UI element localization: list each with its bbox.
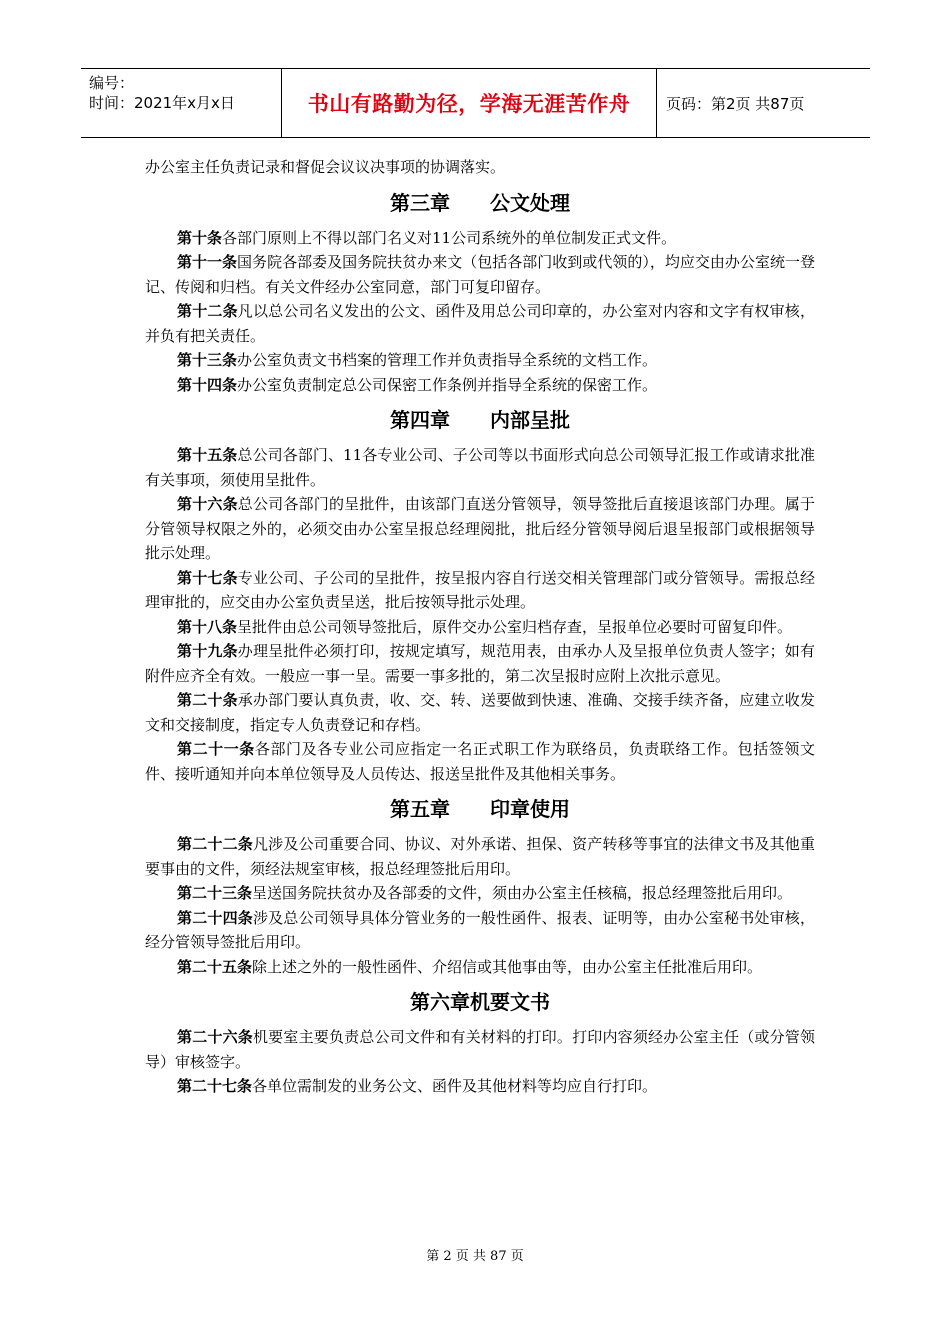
article-text: 除上述之外的一般性函件、介绍信或其他事由等，由办公室主任批准后用印。 (252, 957, 763, 976)
article-paragraph (145, 881, 815, 906)
header-page-info: 页码：第2页 共87页 (666, 94, 805, 113)
article-text: 承办部门要认真负责，收、交、转、送要做到快速、准确、交接手续齐备，应建立收发文和交接制度，指定专人负责登记和存档。 (145, 691, 815, 734)
document-date-label: 时间：2021年x月x日 (89, 94, 235, 112)
article-text: 办公室负责制定总公司保密工作条例并指导全系统的保密工作。 (237, 375, 658, 394)
article-label: 第二十四条 (177, 908, 253, 927)
article-text: 呈批件由总公司领导签批后，原件交办公室归档存查，呈报单位必要时可留复印件。 (237, 617, 793, 636)
article-label: 第十四条 (177, 375, 238, 394)
article-paragraph (145, 1074, 815, 1099)
chapter-heading: 第六章机要文书 (410, 990, 550, 1014)
chapter-heading: 第三章 公文处理 (390, 190, 570, 215)
article-paragraph (145, 299, 815, 348)
article-paragraph (145, 955, 815, 980)
page-footer: 第 2 页 共 87 页 (426, 1249, 524, 1264)
article-text: 机要室主要负责总公司文件和有关材料的打印。打印内容须经办公室主任（或分管领导）审核签字。 (145, 1028, 815, 1071)
chapter-heading: 第四章 内部呈批 (390, 408, 570, 432)
article-label: 第二十五条 (177, 957, 253, 976)
article-paragraph (145, 348, 815, 373)
article-label: 第二十二条 (177, 835, 253, 853)
article-text: 总公司各部门、11各专业公司、子公司等以书面形式向总公司领导汇报工作或请求批准有关事项，须使用呈批件。 (145, 446, 815, 489)
header-meta (81, 69, 282, 137)
article-paragraph (145, 1025, 815, 1074)
article-paragraph (145, 373, 815, 398)
article-text: 凡以总公司名义发出的公文、函件及用总公司印章的，办公室对内容和文字有权审核，并负有把关责任。 (145, 302, 815, 345)
header-motto: 书山有路勤为径，学海无涯苦作舟 (282, 69, 657, 137)
article-paragraph (145, 226, 815, 251)
article-text: 涉及总公司领导具体分管业务的一般性函件、报表、证明等，由办公室秘书处审核，经分管领导签批后用印。 (145, 908, 815, 951)
article-label: 第二十一条 (177, 740, 255, 758)
article-label: 第十三条 (177, 351, 238, 369)
intro-paragraph: 办公室主任负责记录和督促会议议决事项的协调落实。 (145, 158, 506, 176)
article-text: 各部门及各专业公司应指定一名正式职工作为联络员，负责联络工作。包括签领文件、接听通知并向本单位领导及人员传达、报送呈批件及其他相关事务。 (145, 740, 815, 783)
article-label: 第十九条 (177, 642, 238, 660)
article-label: 第二十七条 (177, 1077, 253, 1095)
article-label: 第十条 (177, 228, 223, 247)
article-label: 第二十条 (177, 691, 238, 709)
article-paragraph (145, 615, 815, 640)
chapter-heading: 第五章 印章使用 (390, 797, 570, 821)
article-text: 专业公司、子公司的呈批件，按呈报内容自行送交相关管理部门或分管领导。需报总经理审批的，应交由办公室负责呈送，批后按领导批示处理。 (145, 568, 815, 611)
article-paragraph (145, 832, 815, 881)
article-label: 第十五条 (177, 446, 238, 464)
article-paragraph (145, 906, 815, 955)
article-label: 第十二条 (177, 302, 238, 320)
article-paragraph (145, 688, 815, 737)
article-label: 第二十六条 (177, 1028, 253, 1046)
article-paragraph (145, 492, 815, 566)
article-paragraph (145, 566, 815, 615)
article-text: 各部门原则上不得以部门名义对11公司系统外的单位制发正式文件。 (222, 228, 677, 247)
article-label: 第十八条 (177, 617, 238, 636)
article-label: 第二十三条 (177, 884, 253, 902)
article-text: 办理呈批件必须打印，按规定填写，规范用表，由承办人及呈报单位负责人签字；如有附件应齐全有效。一般应一事一呈。需要一事多批的，第二次呈报时应附上次批示意见。 (145, 642, 815, 685)
article-text: 凡涉及公司重要合同、协议、对外承诺、担保、资产转移等事宜的法律文书及其他重要事由的文件，须经法规室审核，报总经理签批后用印。 (145, 835, 815, 878)
article-text: 呈送国务院扶贫办及各部委的文件，须由办公室主任核稿，报总经理签批后用印。 (252, 884, 793, 902)
article-paragraph (145, 737, 815, 786)
article-label: 第十七条 (177, 568, 238, 587)
article-text: 办公室负责文书档案的管理工作并负责指导全系统的文档工作。 (237, 351, 658, 369)
article-paragraph (145, 639, 815, 688)
article-label: 第十六条 (177, 495, 238, 513)
article-paragraph (145, 443, 815, 492)
page-header (81, 68, 870, 138)
article-label: 第十一条 (177, 253, 238, 271)
document-number-label: 编号： (89, 74, 135, 92)
article-paragraph (145, 250, 815, 299)
article-text: 总公司各部门的呈批件，由该部门直送分管领导，领导签批后直接退该部门办理。属于分管领导权限之外的，必须交由办公室呈报总经理阅批，批后经分管领导阅后退呈报部门或根据领导批示处理。 (145, 495, 815, 562)
document-body (145, 155, 815, 1099)
article-text: 国务院各部委及国务院扶贫办来文（包括各部门收到或代领的），均应交由办公室统一登记、传阅和归档。有关文件经办公室同意，部门可复印留存。 (145, 253, 815, 296)
article-text: 各单位需制发的业务公文、函件及其他材料等均应自行打印。 (252, 1077, 658, 1095)
